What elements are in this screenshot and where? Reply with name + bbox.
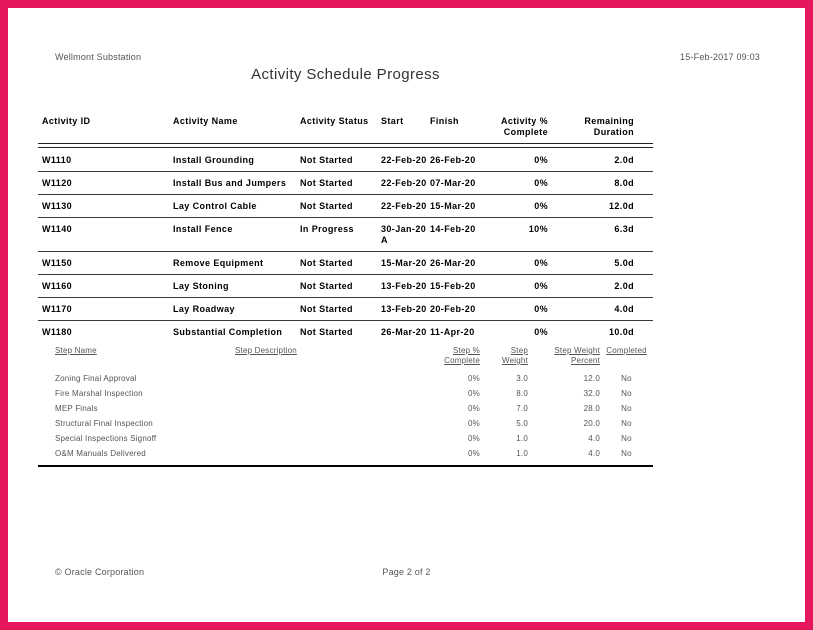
remaining-duration-cell: 2.0d [614, 155, 634, 165]
step-pct-cell: 0% [468, 374, 480, 383]
activity-name-cell: Lay Roadway [173, 304, 235, 314]
activity-name-cell: Lay Stoning [173, 281, 229, 291]
activity-status-cell: Not Started [300, 304, 353, 314]
page-title: Activity Schedule Progress [251, 66, 440, 83]
activity-id-cell: W1150 [42, 258, 73, 268]
finish-cell: 14-Feb-20 [430, 224, 476, 234]
start-cell: 13-Feb-20 [381, 281, 427, 291]
step-completed-cell: No [621, 374, 632, 383]
step-row [55, 446, 653, 461]
activity-status-cell: Not Started [300, 281, 353, 291]
step-name-cell: MEP Finals [55, 404, 98, 413]
activity-status-cell: Not Started [300, 258, 353, 268]
step-weight-percent-cell: 32.0 [583, 389, 600, 398]
step-row [55, 416, 653, 431]
pct-complete-cell: 0% [534, 304, 548, 314]
activity-id-cell: W1120 [42, 178, 73, 188]
table-row [38, 321, 653, 343]
header-step-weight-percent: Step Weight Percent [554, 346, 600, 365]
step-weight-cell: 8.0 [516, 389, 528, 398]
activity-id-cell: W1170 [42, 304, 73, 314]
step-pct-cell: 0% [468, 449, 480, 458]
activity-name-cell: Install Grounding [173, 155, 255, 165]
finish-cell: 11-Apr-20 [430, 327, 475, 337]
start-cell: 26-Mar-20 [381, 327, 427, 337]
start-cell: 13-Feb-20 [381, 304, 427, 314]
table-row [38, 149, 653, 172]
footer-page-number: Page 2 of 2 [382, 567, 431, 577]
pct-complete-cell: 0% [534, 327, 548, 337]
step-pct-cell: 0% [468, 419, 480, 428]
header-activity-name: Activity Name [173, 116, 238, 126]
header-remaining-duration: Remaining Duration [584, 116, 634, 137]
header-activity-id: Activity ID [42, 116, 91, 126]
step-name-cell: Special Inspections Signoff [55, 434, 157, 443]
step-completed-cell: No [621, 389, 632, 398]
start-cell: 30-Jan-20 A [381, 224, 427, 245]
step-description-cell [235, 371, 415, 386]
remaining-duration-cell: 8.0d [614, 178, 634, 188]
step-weight-cell: 1.0 [516, 434, 528, 443]
pct-complete-cell: 10% [528, 224, 548, 234]
step-weight-cell: 5.0 [516, 419, 528, 428]
activity-name-cell: Substantial Completion [173, 327, 283, 337]
start-cell: 15-Mar-20 [381, 258, 427, 268]
step-row [55, 386, 653, 401]
table-row [38, 298, 653, 321]
table-header-row [38, 116, 653, 144]
header-activity-status: Activity Status [300, 116, 369, 126]
remaining-duration-cell: 2.0d [614, 281, 634, 291]
pct-complete-cell: 0% [534, 155, 548, 165]
step-completed-cell: No [621, 404, 632, 413]
footer-copyright: © Oracle Corporation [55, 567, 145, 577]
activity-id-cell: W1140 [42, 224, 73, 234]
pct-complete-cell: 0% [534, 201, 548, 211]
step-description-cell [235, 401, 415, 416]
step-weight-percent-cell: 4.0 [588, 434, 600, 443]
step-row [55, 371, 653, 386]
header-step-name: Step Name [55, 346, 97, 355]
table-row [38, 252, 653, 275]
step-weight-cell: 1.0 [516, 449, 528, 458]
finish-cell: 15-Mar-20 [430, 201, 476, 211]
table-row [38, 172, 653, 195]
start-cell: 22-Feb-20 [381, 178, 427, 188]
report-datetime: 15-Feb-2017 09:03 [680, 52, 760, 62]
step-row [55, 431, 653, 446]
activity-id-cell: W1130 [42, 201, 73, 211]
step-description-cell [235, 431, 415, 446]
finish-cell: 07-Mar-20 [430, 178, 476, 188]
step-description-cell [235, 416, 415, 431]
step-weight-cell: 7.0 [516, 404, 528, 413]
pct-complete-cell: 0% [534, 178, 548, 188]
step-description-cell [235, 386, 415, 401]
remaining-duration-cell: 10.0d [608, 327, 634, 337]
activity-id-cell: W1160 [42, 281, 73, 291]
finish-cell: 26-Feb-20 [430, 155, 476, 165]
header-double-rule [38, 144, 653, 148]
step-name-cell: Fire Marshal Inspection [55, 389, 143, 398]
project-name: Wellmont Substation [55, 52, 142, 62]
activity-status-cell: Not Started [300, 178, 353, 188]
step-name-cell: O&M Manuals Delivered [55, 449, 146, 458]
activity-status-cell: Not Started [300, 201, 353, 211]
header-finish: Finish [430, 116, 459, 126]
table-row [38, 275, 653, 298]
step-completed-cell: No [621, 419, 632, 428]
step-weight-cell: 3.0 [516, 374, 528, 383]
table-row [38, 195, 653, 218]
step-weight-percent-cell: 20.0 [583, 419, 600, 428]
remaining-duration-cell: 6.3d [614, 224, 634, 234]
activity-status-cell: In Progress [300, 224, 354, 234]
step-name-cell: Zoning Final Approval [55, 374, 137, 383]
step-weight-percent-cell: 4.0 [588, 449, 600, 458]
activity-status-cell: Not Started [300, 155, 353, 165]
header-step-pct-complete: Step % Complete [444, 346, 480, 365]
activity-name-cell: Lay Control Cable [173, 201, 257, 211]
step-completed-cell: No [621, 449, 632, 458]
activity-name-cell: Remove Equipment [173, 258, 264, 268]
start-cell: 22-Feb-20 [381, 201, 427, 211]
activity-id-cell: W1180 [42, 327, 73, 337]
step-weight-percent-cell: 28.0 [583, 404, 600, 413]
steps-header-row [55, 346, 653, 366]
step-name-cell: Structural Final Inspection [55, 419, 153, 428]
activity-table [38, 116, 653, 467]
finish-cell: 26-Mar-20 [430, 258, 476, 268]
pct-complete-cell: 0% [534, 258, 548, 268]
start-cell: 22-Feb-20 [381, 155, 427, 165]
activity-name-cell: Install Fence [173, 224, 233, 234]
activity-status-cell: Not Started [300, 327, 353, 337]
finish-cell: 20-Feb-20 [430, 304, 476, 314]
step-pct-cell: 0% [468, 404, 480, 413]
steps-table [55, 346, 653, 461]
finish-cell: 15-Feb-20 [430, 281, 476, 291]
step-pct-cell: 0% [468, 389, 480, 398]
remaining-duration-cell: 4.0d [614, 304, 634, 314]
header-completed: Completed [606, 346, 647, 355]
header-activity-pct-complete: Activity % Complete [500, 116, 548, 137]
remaining-duration-cell: 5.0d [614, 258, 634, 268]
step-description-cell [235, 446, 415, 461]
activity-name-cell: Install Bus and Jumpers [173, 178, 287, 188]
step-row [55, 401, 653, 416]
pct-complete-cell: 0% [534, 281, 548, 291]
step-completed-cell: No [621, 434, 632, 443]
step-pct-cell: 0% [468, 434, 480, 443]
header-start: Start [381, 116, 404, 126]
step-weight-percent-cell: 12.0 [583, 374, 600, 383]
activity-id-cell: W1110 [42, 155, 72, 165]
remaining-duration-cell: 12.0d [608, 201, 634, 211]
header-step-description: Step Description [235, 346, 297, 355]
table-row [38, 218, 653, 252]
header-step-weight: Step Weight [502, 346, 528, 365]
